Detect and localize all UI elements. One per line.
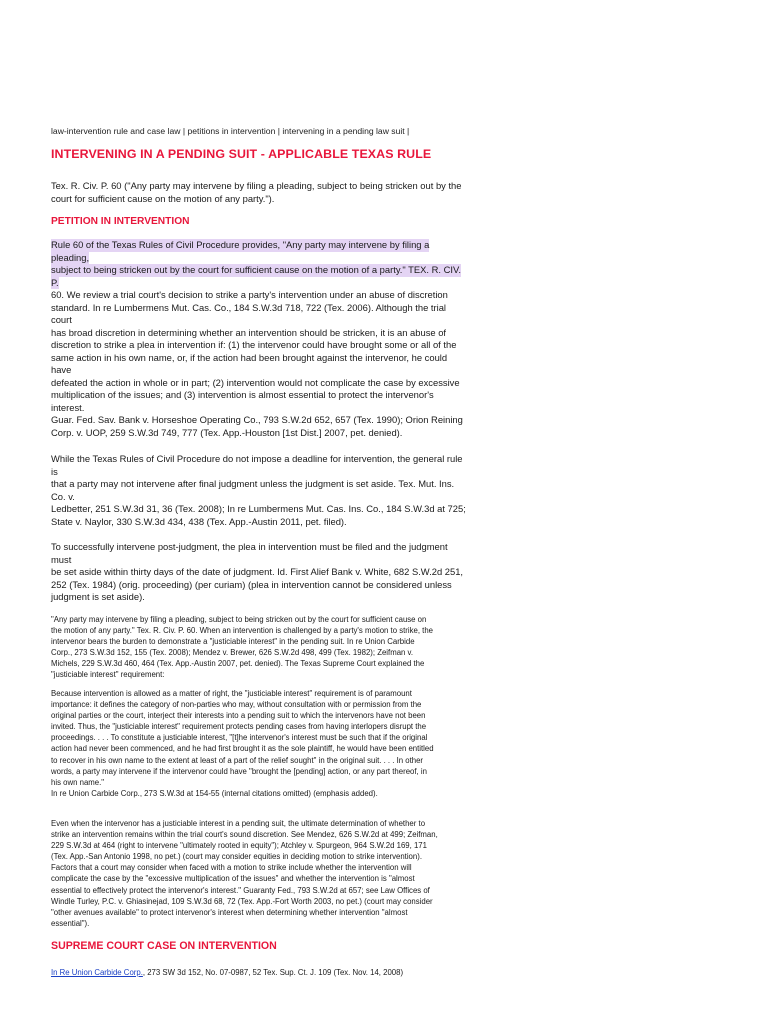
post-judgment-paragraph	[51, 541, 513, 604]
petition-paragraph	[51, 239, 513, 439]
highlighted-text: Rule 60 of the Texas Rules of Civil Procedure provides, "Any party may intervene by filing a	[51, 239, 430, 250]
text-line: be set aside within thirty days of the date of judgment. Id. First Alief Bank v. White, 682 S.W.2d 251,	[51, 566, 464, 577]
case-link[interactable]: In Re Union Carbide Corp.	[51, 968, 143, 977]
text-line: that a party may not intervene after final judgment unless the judgment is set aside. Tex. Mut. Ins.	[51, 478, 455, 489]
deadline-paragraph	[51, 453, 513, 528]
highlighted-text: P.	[51, 276, 59, 288]
section-heading-supreme-court: SUPREME COURT CASE ON INTERVENTION	[51, 940, 277, 952]
text-line: has broad discretion in determining whether an intervention should be stricken, it is an abuse of	[51, 326, 447, 338]
highlighted-text: subject to being stricken out by the court for sufficient cause on the motion of a party." TEX. R. CIV.	[51, 264, 461, 275]
text-line: (Tex. App.-San Antonio 1998, no pet.) (court may consider equities in deciding motion to strike intervention).	[51, 852, 422, 862]
text-line: court for sufficient cause on the motion of any party.").	[51, 192, 275, 204]
text-line: 229 S.W.3d at 464 (right to intervene "ultimately rooted in equity"); Atchley v. Spurgeon, 964 S.W.2d 169, 171	[51, 841, 427, 851]
text-line: Co. v.	[51, 490, 75, 502]
text-line: "other avenues available" to protect intervenor's interest when determining whether intervention "almost	[51, 907, 408, 917]
text-line: "justiciable interest" requirement:	[51, 670, 165, 680]
highlighted-text: pleading,	[51, 251, 90, 263]
text-line: 60. We review a trial court's decision to strike a party's intervention under an abuse of discretion	[51, 289, 448, 300]
text-line: Factors that a court may consider when faced with a motion to strike include whether the intervention will	[51, 863, 412, 873]
text-line: To successfully intervene post-judgment, the plea in intervention must be filed and the judgment	[51, 541, 448, 552]
page-title: INTERVENING IN A PENDING SUIT - APPLICABLE TEXAS RULE	[51, 147, 432, 161]
text-line: court	[51, 314, 72, 325]
text-line: discretion to strike a plea in intervention if: (1) the intervenor could have brought some or all of the	[51, 339, 457, 350]
text-line: "Any party may intervene by filing a pleading, subject to being stricken out by the court for sufficient cause on	[51, 615, 427, 624]
text-line: While the Texas Rules of Civil Procedure do not impose a deadline for intervention, the general rule	[51, 453, 463, 464]
text-line: is	[51, 465, 58, 477]
text-line: invited. Thus, the "justiciable interest" requirement protects pending cases from having interlopers disrupt the	[51, 722, 427, 732]
text-line: intervenor bears the burden to demonstrate a "justiciable interest" in the pending suit. In re Union Carbide	[51, 637, 415, 647]
text-line: the motion of any party." Tex. R. Civ. P. 60. When an intervention is challenged by a party's motion to strike, the	[51, 626, 434, 636]
justiciable-interest-paragraph	[51, 614, 513, 681]
text-line: must	[51, 553, 72, 565]
text-line: importance: it defines the category of non-parties who may, without consultation with or permission from the	[51, 700, 422, 710]
text-line: standard. In re Lumbermens Mut. Cas. Co., 184 S.W.3d 718, 722 (Tex. 2006). Although the trial	[51, 301, 447, 313]
text-line: defeated the action in whole or in part; (2) intervention would not complicate the case by excessive	[51, 376, 460, 388]
text-line: State v. Naylor, 330 S.W.3d 434, 438 (Tex. App.-Austin 2011, pet. filed).	[51, 515, 347, 527]
text-line: Even when the intervenor has a justiciable interest in a pending suit, the ultimate determination of whether to	[51, 819, 426, 828]
text-line: words, a party may intervene if the intervenor could have "brought the [pending] action, or any part thereof, in	[51, 766, 427, 776]
text-line: Windle Turley, P.C. v. Ghiasinejad, 109 S.W.3d 68, 72 (Tex. App.-Fort Worth 2003, no pet.) (court may consider	[51, 896, 433, 906]
text-line: Corp. v. UOP, 259 S.W.3d 749, 777 (Tex. App.-Houston [1st Dist.] 2007, pet. denied).	[51, 426, 403, 438]
case-citation	[51, 967, 513, 978]
text-line: same action in his own name, or, if the action had been brought against the intervenor, he could	[51, 351, 448, 363]
text-line: to recover in his own name to the extent at least of a part of the relief sought" in the original suit. . . . In other	[51, 755, 424, 765]
text-line: Ledbetter, 251 S.W.3d 31, 36 (Tex. 2008); In re Lumbermens Mut. Cas. Ins. Co., 184 S.W.3d at 725;	[51, 503, 466, 514]
section-heading-petition: PETITION IN INTERVENTION	[51, 216, 190, 227]
text-line: Michels, 229 S.W.3d 460, 464 (Tex. App.-Austin 2007, pet. denied). The Texas Supreme Court explained the	[51, 659, 425, 669]
text-line: complicate the case by the "excessive multiplication of the issues" and whether the intervention is "almost	[51, 874, 415, 884]
text-line: action had never been commenced, and he had first brought it as the sole plaintiff, he would have been entitled	[51, 744, 434, 754]
text-line: original parties or the court, interject their interests into a pending suit to which the intervenors have not been	[51, 711, 426, 721]
citation-text: , 273 SW 3d 152, No. 07-0987, 52 Tex. Sup. Ct. J. 109 (Tex. Nov. 14, 2008)	[142, 968, 404, 977]
text-line: Corp., 273 S.W.3d 152, 155 (Tex. 2008); Mendez v. Brewer, 626 S.W.2d 498, 499 (Tex. 1982); Zeifman v.	[51, 648, 414, 658]
text-line: In re Union Carbide Corp., 273 S.W.3d at 154-55 (internal citations omitted) (emphasis added).	[51, 788, 378, 798]
text-line: 252 (Tex. 1984) (orig. proceeding) (per curiam) (plea in intervention cannot be considered unless	[51, 578, 452, 590]
text-line: Tex. R. Civ. P. 60 ("Any party may intervene by filing a pleading, subject to being stricken out by the	[51, 180, 462, 191]
block-quote	[51, 688, 513, 799]
text-line: essential to effectively protect the intervenor's interest." Guaranty Fed., 793 S.W.2d at 657; see Law Offices of	[51, 885, 430, 895]
text-line: his own name."	[51, 777, 105, 787]
breadcrumb: law-intervention rule and case law | petitions in intervention | intervening in a pending law suit |	[51, 126, 410, 136]
text-line: essential").	[51, 918, 90, 928]
text-line: Because intervention is allowed as a matter of right, the "justiciable interest" requirement is of paramount	[51, 689, 412, 698]
text-line: interest.	[51, 401, 85, 413]
text-line: Guar. Fed. Sav. Bank v. Horseshoe Operating Co., 793 S.W.2d 652, 657 (Tex. 1990); Orion Reining	[51, 414, 463, 425]
text-line: multiplication of the issues; and (3) intervention is almost essential to protect the intervenor's	[51, 389, 434, 400]
intro-paragraph	[51, 180, 513, 205]
text-line: strike an intervention remains within the trial court's sound discretion. See Mendez, 626 S.W.2d at 499; Zeifman,	[51, 830, 438, 840]
text-line: proceedings. . . . To constitute a justiciable interest, "[t]he intervenor's interest must be such that if the original	[51, 733, 428, 743]
text-line: have	[51, 364, 72, 375]
discretion-paragraph	[51, 818, 513, 929]
text-line: judgment is set aside).	[51, 591, 145, 602]
